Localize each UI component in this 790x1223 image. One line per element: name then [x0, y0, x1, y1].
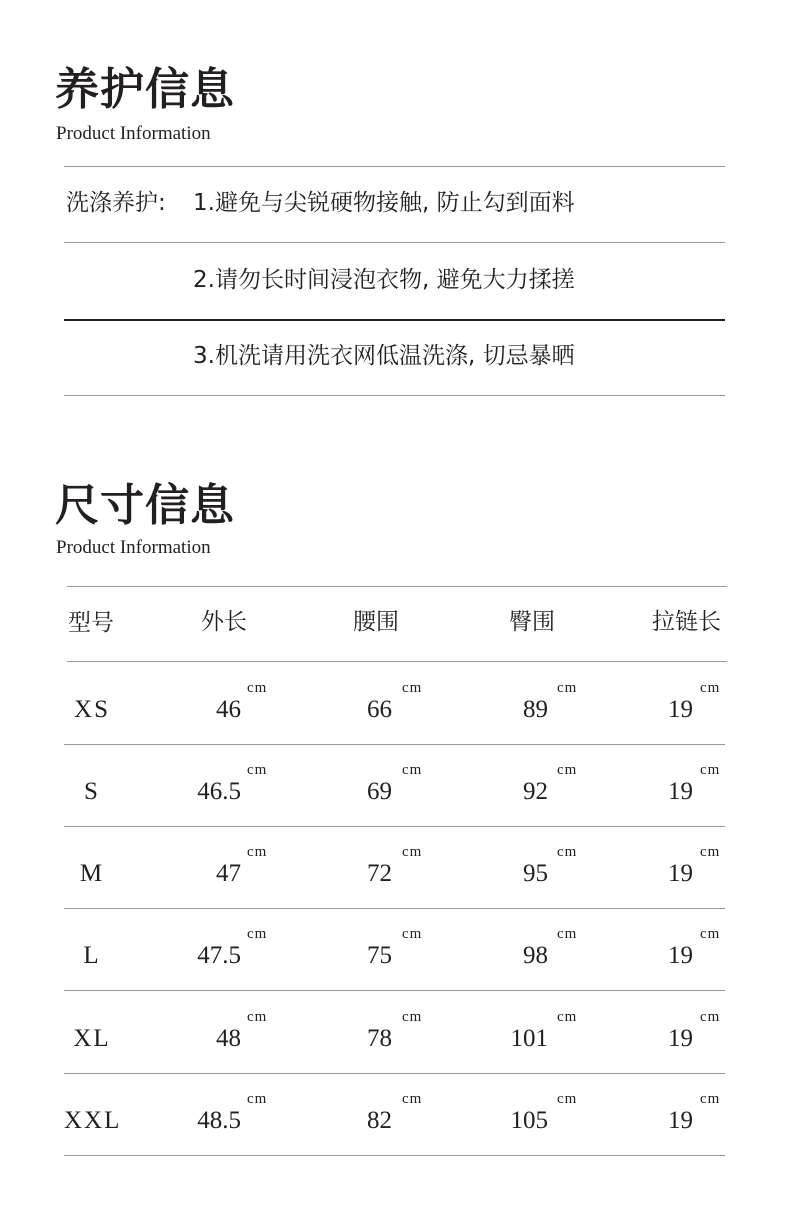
divider — [64, 166, 725, 167]
size-title: 尺寸信息 — [55, 480, 235, 531]
size-cell: XS — [74, 696, 110, 723]
row-divider — [64, 1155, 725, 1156]
unit-label: cm — [557, 1091, 578, 1107]
value-cell: 95 — [523, 860, 548, 887]
unit-label: cm — [700, 1009, 721, 1025]
unit-label: cm — [402, 1091, 423, 1107]
value-cell: 92 — [523, 778, 548, 805]
value-cell: 48 — [216, 1025, 241, 1052]
row-divider — [64, 908, 725, 909]
value-cell: 89 — [523, 696, 548, 723]
care-item-3: 3.机洗请用洗衣网低温洗涤, 切忌暴晒 — [193, 343, 575, 369]
unit-label: cm — [247, 762, 268, 778]
header-length: 外长 — [201, 609, 247, 635]
unit-label: cm — [700, 844, 721, 860]
unit-label: cm — [402, 680, 423, 696]
divider — [64, 242, 725, 243]
header-zipper-length: 拉链长 — [652, 609, 721, 635]
value-cell: 46.5 — [197, 778, 241, 805]
unit-label: cm — [557, 762, 578, 778]
unit-label: cm — [402, 1009, 423, 1025]
unit-label: cm — [557, 1009, 578, 1025]
value-cell: 75 — [367, 942, 392, 969]
unit-label: cm — [700, 762, 721, 778]
size-cell: XL — [73, 1025, 111, 1052]
unit-label: cm — [700, 1091, 721, 1107]
value-cell: 72 — [367, 860, 392, 887]
care-label: 洗涤养护: — [66, 190, 166, 216]
value-cell: 66 — [367, 696, 392, 723]
value-cell: 82 — [367, 1107, 392, 1134]
row-divider — [64, 1073, 725, 1074]
value-cell: 46 — [216, 696, 241, 723]
value-cell: 98 — [523, 942, 548, 969]
unit-label: cm — [247, 844, 268, 860]
unit-label: cm — [557, 926, 578, 942]
unit-label: cm — [700, 680, 721, 696]
unit-label: cm — [402, 762, 423, 778]
unit-label: cm — [700, 926, 721, 942]
size-cell: S — [84, 778, 100, 805]
unit-label: cm — [247, 680, 268, 696]
value-cell: 47.5 — [197, 942, 241, 969]
table-top-rule — [67, 586, 727, 587]
unit-label: cm — [247, 1091, 268, 1107]
header-waist: 腰围 — [353, 609, 399, 635]
value-cell: 19 — [668, 860, 693, 887]
value-cell: 78 — [367, 1025, 392, 1052]
divider — [64, 395, 725, 396]
value-cell: 105 — [510, 1107, 548, 1134]
value-cell: 19 — [668, 778, 693, 805]
unit-label: cm — [247, 1009, 268, 1025]
care-item-1: 1.避免与尖锐硬物接触, 防止勾到面料 — [193, 190, 575, 216]
table-header-rule — [67, 661, 727, 662]
row-divider — [64, 826, 725, 827]
care-title: 养护信息 — [55, 64, 235, 115]
unit-label: cm — [402, 844, 423, 860]
unit-label: cm — [247, 926, 268, 942]
size-cell: XXL — [64, 1107, 122, 1134]
value-cell: 19 — [668, 696, 693, 723]
unit-label: cm — [557, 680, 578, 696]
value-cell: 101 — [510, 1025, 548, 1052]
care-subtitle: Product Information — [56, 123, 211, 144]
header-hip: 臀围 — [509, 609, 555, 635]
value-cell: 47 — [216, 860, 241, 887]
care-item-2: 2.请勿长时间浸泡衣物, 避免大力揉搓 — [193, 267, 575, 293]
row-divider — [64, 744, 725, 745]
size-cell: M — [79, 860, 105, 887]
size-cell: L — [83, 942, 101, 969]
value-cell: 19 — [668, 1107, 693, 1134]
value-cell: 19 — [668, 942, 693, 969]
unit-label: cm — [402, 926, 423, 942]
value-cell: 19 — [668, 1025, 693, 1052]
header-size: 型号 — [68, 610, 114, 636]
value-cell: 48.5 — [197, 1107, 241, 1134]
size-subtitle: Product Information — [56, 537, 211, 558]
unit-label: cm — [557, 844, 578, 860]
value-cell: 69 — [367, 778, 392, 805]
divider-bold — [64, 319, 725, 321]
row-divider — [64, 990, 725, 991]
